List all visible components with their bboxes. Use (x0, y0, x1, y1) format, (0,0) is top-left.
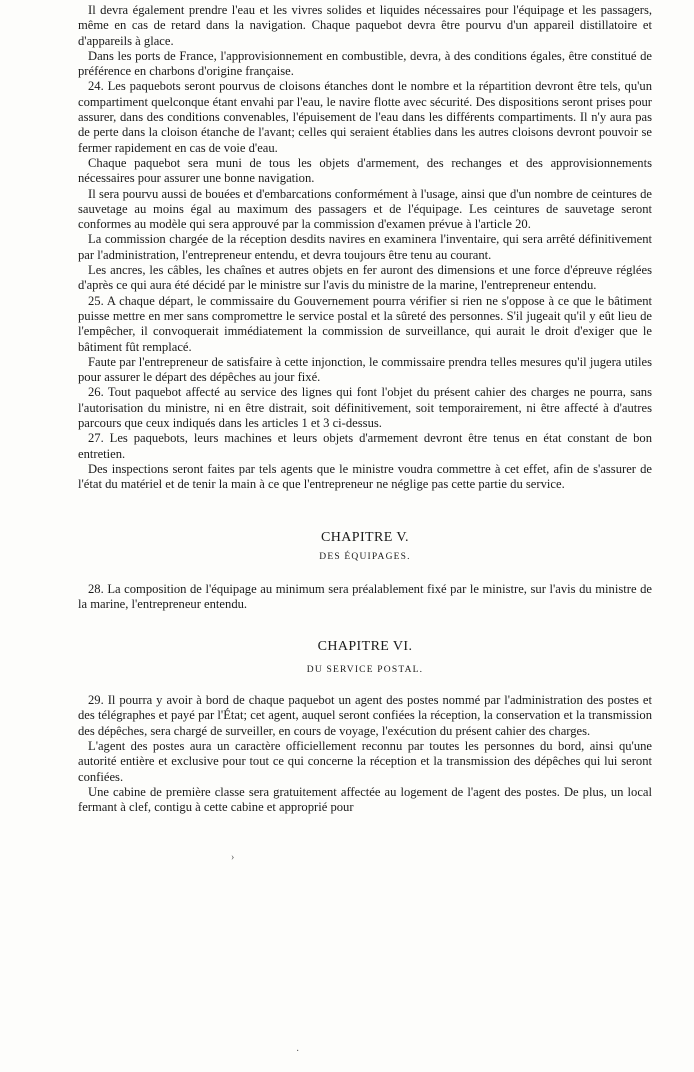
paragraph-inventory: La commission chargée de la réception desdits navires en examinera l'inventaire, qui sera arrêté définitivement par l'administration, l'entrepreneur entendu, et devra toujours être tenu au courant. (78, 232, 652, 262)
paragraph-provisions: Il devra également prendre l'eau et les vivres solides et liquides nécessaires pour l'équipage et les passagers, même en cas de retard dans la navigation. Chaque paquebot devra être pourvu d'un appareil distillatoire et d'appareils à glace. (78, 3, 652, 48)
paragraph-postal-agent: L'agent des postes aura un caractère officiellement reconnu par toutes les personnes du bord, ainsi qu'une autorité entière et exclusive pour tout ce qui concerne la réception et la transmission des dépêches qui lui seront confiées. (78, 738, 652, 784)
print-speck: › (231, 852, 235, 863)
body-text-chapter-6 (78, 693, 652, 815)
paragraph-lifebuoys: Il sera pourvu aussi de bouées et d'embarcations conformément à l'usage, ainsi que d'un nombre de ceintures de sauvetage au moins égal au maximum des passagers et de l'équipage. Les ceintures de sauvetage seront conformes au modèle qui sera approuvé par la commission d'examen prévue à l'article 20. (78, 186, 652, 232)
chapter-6-heading: CHAPITRE VI. (317, 639, 413, 655)
paragraph-anchors: Les ancres, les câbles, les chaînes et autres objets en fer auront des dimensions et une force d'épreuve réglées d'après ce qui aura été décidé par le ministre sur l'avis du ministre de la marine, l'entrepreneur entendu. (78, 263, 652, 293)
paragraph-article-29: 29. Il pourra y avoir à bord de chaque paquebot un agent des postes nommé par l'administration des postes et des télégraphes et payé par l'État; cet agent, auquel seront confiées la réception, la conservation et la transmission des dépêches, sera chargé de surveiller, en cours de voyage, l'exécution du présent cahier des charges. (78, 693, 652, 738)
paragraph-fuel: Dans les ports de France, l'approvisionnement en combustible, devra, à des conditions égales, être constitué de préférence en charbons d'origine française. (78, 48, 652, 79)
paragraph-armament: Chaque paquebot sera muni de tous les objets d'armement, des rechanges et des approvisionnements nécessaires pour assurer une bonne navigation. (78, 155, 652, 186)
chapter-5-subheading: DES ÉQUIPAGES. (319, 551, 411, 562)
paragraph-article-26: 26. Tout paquebot affecté au service des lignes qui font l'objet du présent cahier des charges ne pourra, sans l'autorisation du ministre, ni en être distrait, soit définitivement, soit temporairement, ni être affecté à d'autres parcours que ceux indiqués dans les articles 1 et 3 ci-dessus. (78, 385, 652, 431)
body-text-chapter-5 (78, 582, 652, 613)
chapter-5-heading: CHAPITRE V. (321, 529, 409, 545)
paragraph-article-25: 25. A chaque départ, le commissaire du Gouvernement pourra vérifier si rien ne s'oppose à ce que le bâtiment puisse mettre en mer sans compromettre le service postal et la sûreté des personnes. S'il jugeait qu'il y eût lieu de l'empêcher, il convoquerait immédiatement la commission de surveillance, qui aurait le droit d'exiger que le bâtiment fût remplacé. (78, 293, 652, 354)
chapter-6-subheading: DU SERVICE POSTAL. (306, 665, 424, 676)
paragraph-article-27: 27. Les paquebots, leurs machines et leurs objets d'armement devront être tenus en état constant de bon entretien. (78, 431, 652, 461)
paragraph-article-28: 28. La composition de l'équipage au minimum sera préalablement fixé par le ministre, sur l'avis du ministre de la marine, l'entrepreneur entendu. (78, 581, 652, 611)
paragraph-cabin: Une cabine de première classe sera gratuitement affectée au logement de l'agent des postes. De plus, un local fermant à clef, contigu à cette cabine et approprié pour (78, 784, 652, 815)
paragraph-injunction: Faute par l'entrepreneur de satisfaire à cette injonction, le commissaire prendra telles mesures qu'il jugera utiles pour assurer le départ des dépêches au jour fixé. (78, 354, 652, 385)
paragraph-article-24: 24. Les paquebots seront pourvus de cloisons étanches dont le nombre et la répartition devront être tels, qu'un compartiment quelconque étant envahi par l'eau, le navire flotte avec sécurité. Des dispositions seront prises pour assurer, dans des conditions convenables, l'épuisement de l'eau dans les différents compartiments. Il n'y aura pas de perte dans la cloison étanche de l'avant; celles qui seraient établies dans les autres cloisons devront pouvoir se fermer rapidement en cas de voie d'eau. (78, 79, 652, 155)
print-speck: · (296, 1046, 300, 1057)
paragraph-inspections: Des inspections seront faites par tels agents que le ministre voudra commettre à cet effet, afin de s'assurer de l'état du matériel et de tenir la main à ce que l'entrepreneur ne néglige pas cette partie du service. (78, 461, 652, 492)
body-text-top (78, 3, 652, 493)
